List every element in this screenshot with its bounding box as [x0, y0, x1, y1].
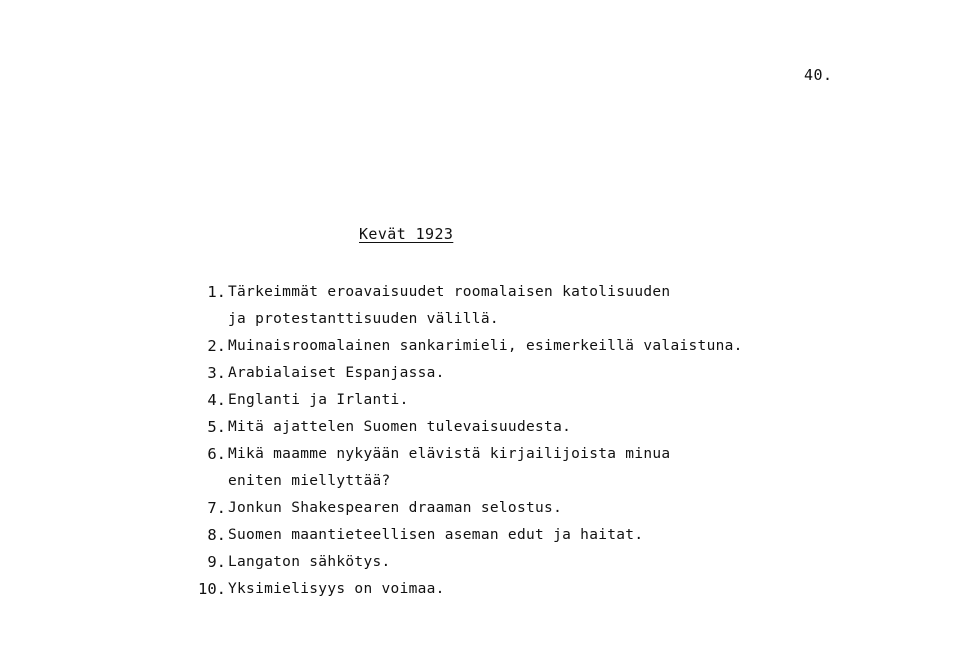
item-text: Mitä ajattelen Suomen tulevaisuudesta.	[228, 419, 572, 435]
item-number: 7.	[207, 499, 226, 517]
item-number: 9.	[207, 553, 226, 571]
list-item	[180, 414, 828, 441]
item-text: Yksimielisyys on voimaa.	[228, 581, 445, 597]
topic-list	[180, 279, 828, 603]
item-text: Jonkun Shakespearen draaman selostus.	[228, 500, 563, 516]
list-item	[180, 576, 828, 603]
list-item	[180, 441, 828, 495]
page-title: Kevät 1923	[359, 225, 454, 243]
item-number: 8.	[207, 526, 226, 544]
item-text: Muinaisroomalainen sankarimieli, esimerkeillä valaistuna.	[228, 338, 743, 354]
item-text: Langaton sähkötys.	[228, 554, 391, 570]
page-number: 40.	[804, 66, 833, 84]
item-number: 6.	[207, 445, 226, 463]
list-item	[180, 387, 828, 414]
item-number: 4.	[207, 391, 226, 409]
item-number: 2.	[207, 337, 226, 355]
list-item	[180, 333, 828, 360]
list-item	[180, 360, 828, 387]
item-number: 5.	[207, 418, 226, 436]
item-text: Arabialaiset Espanjassa.	[228, 365, 445, 381]
list-item	[180, 279, 828, 333]
item-text: Mikä maamme nykyään elävistä kirjailijoista minua eniten miellyttää?	[228, 446, 671, 489]
item-text: Englanti ja Irlanti.	[228, 392, 409, 408]
item-number: 3.	[207, 364, 226, 382]
list-item	[180, 522, 828, 549]
list-item	[180, 549, 828, 576]
item-number: 1.	[207, 283, 226, 301]
item-text: Suomen maantieteellisen aseman edut ja haitat.	[228, 527, 644, 543]
item-text: Tärkeimmät eroavaisuudet roomalaisen katolisuuden ja protestanttisuuden välillä.	[228, 284, 671, 327]
item-number: 10.	[198, 580, 226, 598]
list-item	[180, 495, 828, 522]
